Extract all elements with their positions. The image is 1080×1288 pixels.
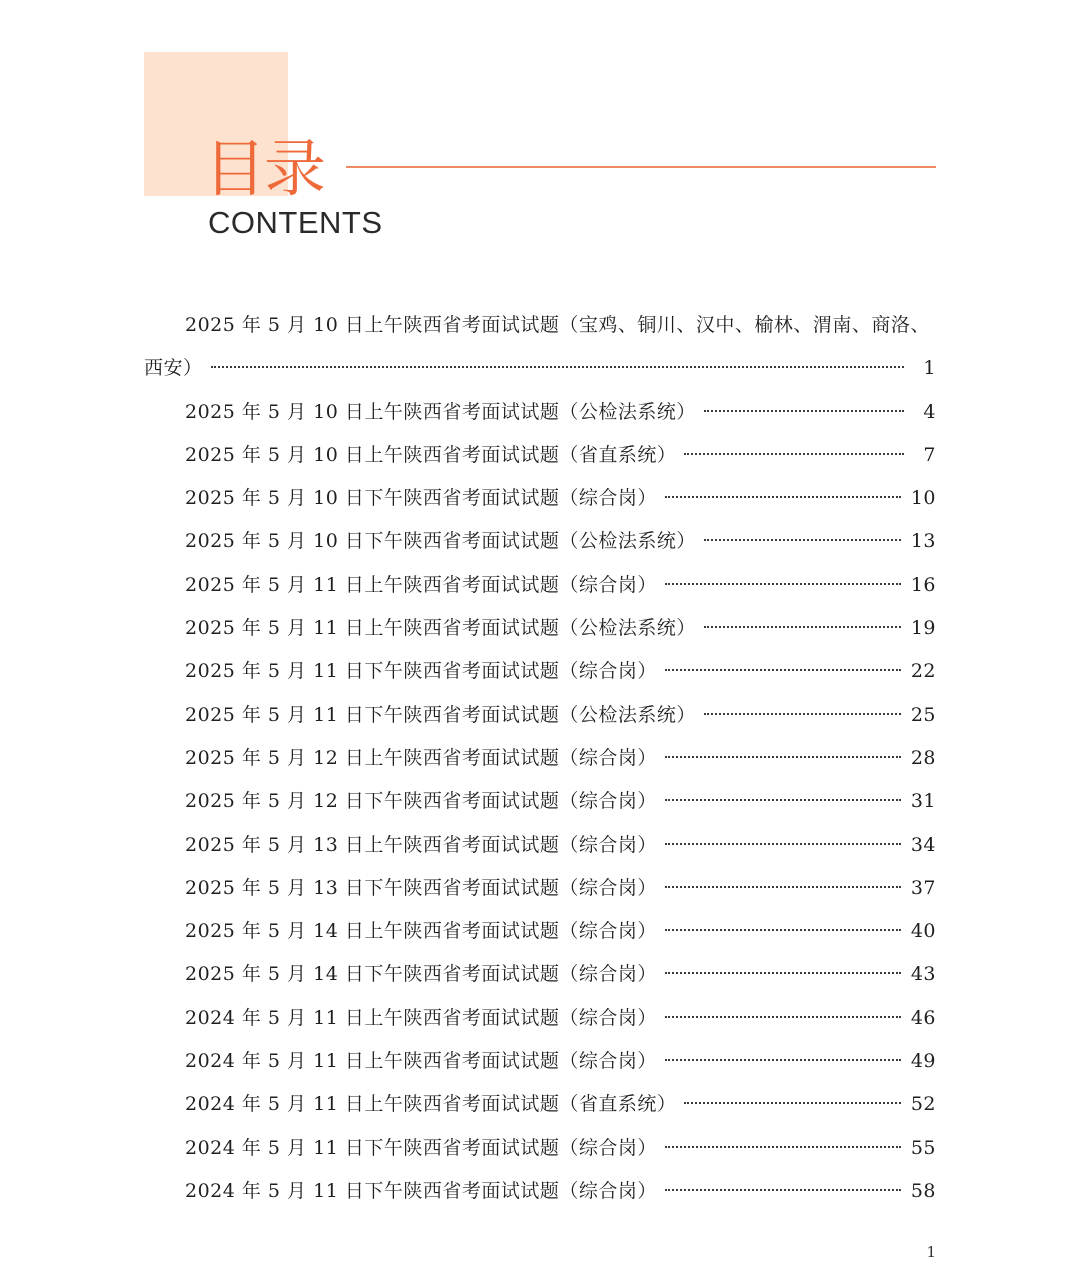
- toc-entry-page: 25: [910, 703, 936, 726]
- toc-entry-title: 2025 年 5 月 11 日下午陕西省考面试试题（公检法系统）: [185, 703, 696, 726]
- toc-entry-page: 58: [910, 1179, 936, 1202]
- title-divider: [346, 166, 936, 168]
- toc-entry-page: 52: [910, 1093, 936, 1116]
- toc-entry-page: 37: [910, 876, 936, 899]
- dot-leader: [665, 972, 901, 974]
- toc-entry-title: 2025 年 5 月 10 日下午陕西省考面试试题（综合岗）: [185, 487, 657, 510]
- toc-entry-title: 2025 年 5 月 11 日上午陕西省考面试试题（综合岗）: [185, 573, 657, 596]
- toc-entry-title: 2025 年 5 月 14 日下午陕西省考面试试题（综合岗）: [185, 963, 657, 986]
- toc-entry-page: 7: [923, 443, 936, 466]
- toc-entry-title: 2025 年 5 月 10 日上午陕西省考面试试题（宝鸡、铜川、汉中、榆林、渭南、商洛、: [185, 314, 930, 336]
- toc-entry-page: 13: [910, 530, 936, 553]
- toc-entry[interactable]: [144, 780, 936, 823]
- dot-leader: [665, 886, 901, 888]
- toc-entry[interactable]: [144, 997, 936, 1040]
- toc-entry-page: 55: [910, 1136, 936, 1159]
- toc-entry-title: 2024 年 5 月 11 日上午陕西省考面试试题（综合岗）: [185, 1006, 657, 1029]
- dot-leader: [665, 1189, 901, 1191]
- toc-entry-title: 2025 年 5 月 11 日上午陕西省考面试试题（公检法系统）: [185, 617, 696, 640]
- dot-leader: [665, 1146, 901, 1148]
- dot-leader: [665, 929, 901, 931]
- toc-entry[interactable]: [144, 1040, 936, 1083]
- toc-entry-page: 43: [910, 963, 936, 986]
- toc-entry-page: 10: [910, 487, 936, 510]
- dot-leader: [665, 669, 901, 671]
- dot-leader: [684, 453, 904, 455]
- dot-leader: [665, 1059, 901, 1061]
- toc-entry-page: 22: [910, 660, 936, 683]
- toc-entry-page: 46: [910, 1006, 936, 1029]
- toc-entry[interactable]: [144, 1083, 936, 1126]
- dot-leader: [684, 1102, 900, 1104]
- toc-entry-title: 2025 年 5 月 10 日下午陕西省考面试试题（公检法系统）: [185, 530, 696, 553]
- toc-entry[interactable]: [144, 607, 936, 650]
- toc-entry-title: 2025 年 5 月 12 日上午陕西省考面试试题（综合岗）: [185, 746, 657, 769]
- toc-entry-title: 2025 年 5 月 13 日下午陕西省考面试试题（综合岗）: [185, 876, 657, 899]
- toc-entry[interactable]: [144, 694, 936, 737]
- dot-leader: [665, 799, 901, 801]
- toc-entry[interactable]: [144, 737, 936, 780]
- toc-entry-title: 2025 年 5 月 10 日上午陕西省考面试试题（省直系统）: [185, 443, 677, 466]
- toc-entry[interactable]: [144, 1127, 936, 1170]
- dot-leader: [704, 713, 901, 715]
- toc-list: [144, 391, 936, 1214]
- page-title: 目录: [204, 132, 325, 205]
- toc-entry-title: 2025 年 5 月 12 日下午陕西省考面试试题（综合岗）: [185, 790, 657, 813]
- dot-leader: [665, 843, 901, 845]
- table-of-contents: [144, 304, 936, 1213]
- dot-leader: [211, 366, 904, 368]
- page-subtitle: CONTENTS: [208, 205, 383, 240]
- toc-entry[interactable]: [144, 304, 936, 391]
- toc-entry-page: 31: [910, 790, 936, 813]
- dot-leader: [704, 539, 901, 541]
- dot-leader: [704, 626, 901, 628]
- toc-entry-page: 34: [910, 833, 936, 856]
- toc-entry-title: 2025 年 5 月 13 日上午陕西省考面试试题（综合岗）: [185, 833, 657, 856]
- toc-entry[interactable]: [144, 434, 936, 477]
- toc-entry[interactable]: [144, 477, 936, 520]
- dot-leader: [704, 410, 904, 412]
- toc-entry[interactable]: [144, 391, 936, 434]
- dot-leader: [665, 756, 901, 758]
- dot-leader: [665, 496, 901, 498]
- toc-entry-page: 1: [923, 357, 936, 380]
- toc-entry[interactable]: [144, 650, 936, 693]
- toc-entry-title: 2024 年 5 月 11 日下午陕西省考面试试题（综合岗）: [185, 1136, 657, 1159]
- toc-entry-title-continued: 西安）: [144, 357, 203, 380]
- toc-entry-title: 2025 年 5 月 10 日上午陕西省考面试试题（公检法系统）: [185, 400, 696, 423]
- page-number: 1: [926, 1243, 936, 1261]
- toc-entry-title: 2025 年 5 月 11 日下午陕西省考面试试题（综合岗）: [185, 660, 657, 683]
- toc-entry[interactable]: [144, 520, 936, 563]
- toc-entry-page: 40: [910, 920, 936, 943]
- toc-entry[interactable]: [144, 867, 936, 910]
- toc-entry-title: 2025 年 5 月 14 日上午陕西省考面试试题（综合岗）: [185, 920, 657, 943]
- toc-entry[interactable]: [144, 953, 936, 996]
- toc-entry-page: 28: [910, 746, 936, 769]
- toc-entry[interactable]: [144, 564, 936, 607]
- toc-entry-title: 2024 年 5 月 11 日上午陕西省考面试试题（综合岗）: [185, 1050, 657, 1073]
- toc-entry-page: 49: [910, 1050, 936, 1073]
- dot-leader: [665, 583, 901, 585]
- toc-entry-page: 4: [923, 400, 936, 423]
- toc-entry[interactable]: [144, 1170, 936, 1213]
- toc-entry-title: 2024 年 5 月 11 日上午陕西省考面试试题（省直系统）: [185, 1093, 677, 1116]
- dot-leader: [665, 1016, 901, 1018]
- toc-entry-page: 16: [910, 573, 936, 596]
- toc-entry-title: 2024 年 5 月 11 日下午陕西省考面试试题（综合岗）: [185, 1179, 657, 1202]
- toc-entry[interactable]: [144, 824, 936, 867]
- toc-entry-page: 19: [910, 617, 936, 640]
- toc-entry[interactable]: [144, 910, 936, 953]
